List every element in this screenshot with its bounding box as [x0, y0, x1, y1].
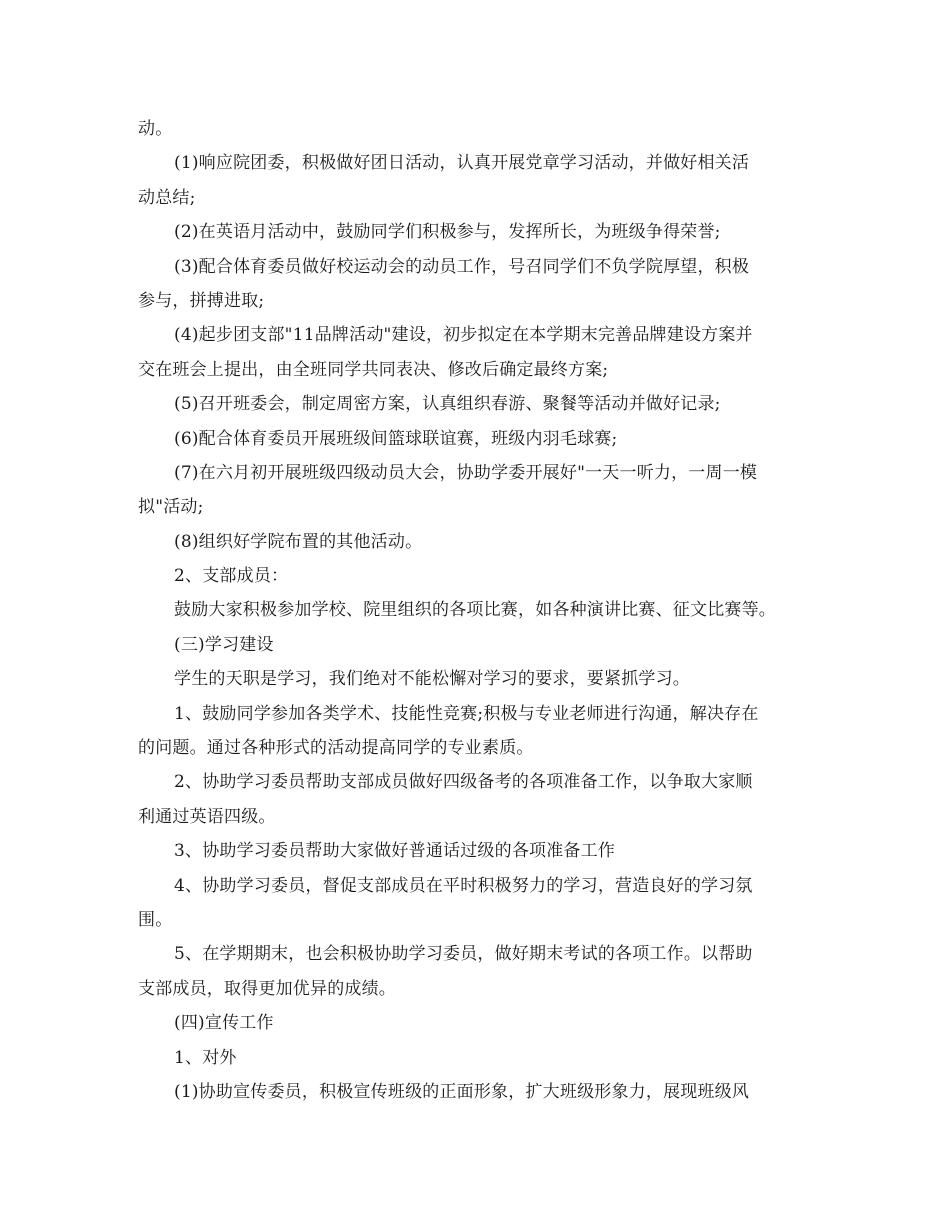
text-line: 2、协助学习委员帮助支部成员做好四级备考的各项准备工作，以争取大家顺: [174, 772, 753, 793]
text-line: (2)在英语月活动中，鼓励同学们积极参与，发挥所长，为班级争得荣誉;: [174, 222, 721, 243]
text-line: 1、鼓励同学参加各类学术、技能性竞赛;积极与专业老师进行沟通，解决存在: [174, 703, 759, 724]
text-line: 拟"活动;: [138, 497, 204, 518]
text-line: 利通过英语四级。: [138, 806, 276, 827]
text-line: 1、对外: [174, 1047, 237, 1068]
text-line: (3)配合体育委员做好校运动会的动员工作，号召同学们不负学院厚望，积极: [174, 256, 750, 277]
text-line: 2、支部成员：: [174, 566, 289, 587]
text-line: 围。: [138, 909, 173, 930]
text-line: 5、在学期期末，也会积极协助学习委员，做好期末考试的各项工作。以帮助: [174, 944, 753, 965]
text-line: 动总结;: [138, 187, 196, 208]
text-line: 4、协助学习委员，督促支部成员在平时积极努力的学习，营造良好的学习氛: [174, 875, 753, 896]
text-line: (三)学习建设: [174, 634, 274, 655]
text-line: (1)响应院团委，积极做好团日活动，认真开展党章学习活动，并做好相关活: [174, 153, 750, 174]
text-line: 交在班会上提出，由全班同学共同表决、修改后确定最终方案;: [138, 359, 609, 380]
text-line: 3、协助学习委员帮助大家做好普通话过级的各项准备工作: [174, 841, 616, 862]
text-line: 参与，拼搏进取;: [138, 290, 265, 311]
text-line: 学生的天职是学习，我们绝对不能松懈对学习的要求，要紧抓学习。: [174, 669, 690, 690]
text-line: 的问题。通过各种形式的活动提高同学的专业素质。: [138, 738, 534, 759]
text-line: (6)配合体育委员开展班级间篮球联谊赛，班级内羽毛球赛;: [174, 428, 618, 449]
text-line: 支部成员，取得更加优异的成绩。: [138, 978, 396, 999]
text-line: (5)召开班委会，制定周密方案，认真组织春游、聚餐等活动并做好记录;: [174, 394, 721, 415]
text-line: (1)协助宣传委员，积极宣传班级的正面形象，扩大班级形象力，展现班级风: [174, 1081, 750, 1102]
text-line: 动。: [138, 119, 173, 139]
text-line: (四)宣传工作: [174, 1013, 274, 1034]
text-line: 鼓励大家积极参加学校、院里组织的各项比赛，如各种演讲比赛、征文比赛等。: [174, 600, 776, 621]
text-line: (7)在六月初开展班级四级动员大会，协助学委开展好"一天一听力，一周一模: [174, 462, 758, 483]
text-line: (4)起步团支部"11品牌活动"建设，初步拟定在本学期末完善品牌建设方案并: [174, 325, 753, 346]
document-body: [138, 112, 828, 1109]
text-line: (8)组织好学院布置的其他活动。: [174, 531, 423, 552]
